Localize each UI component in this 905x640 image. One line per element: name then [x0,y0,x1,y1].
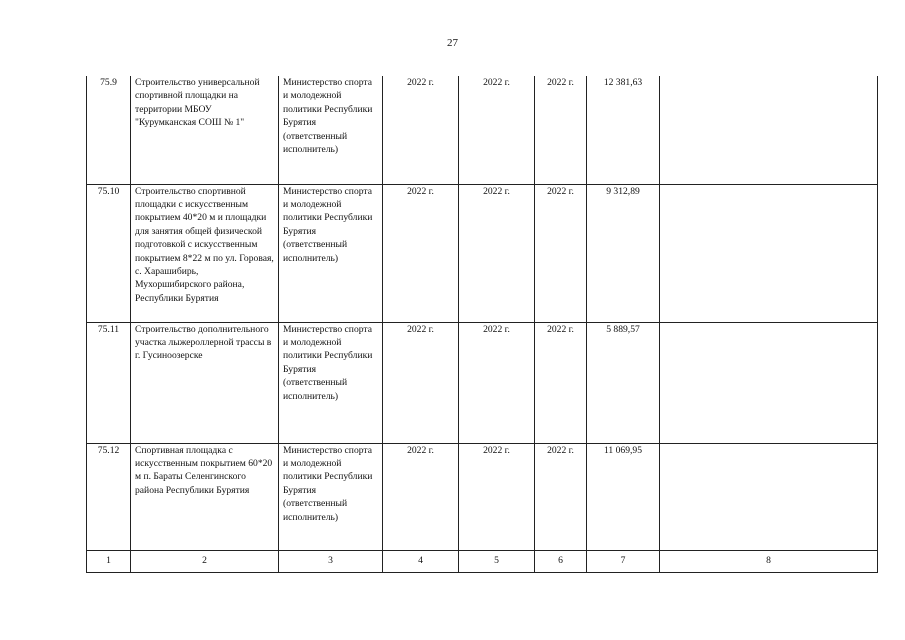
row-year: 2022 г. [535,184,587,322]
row-note [660,76,878,184]
row-year: 2022 г. [535,443,587,550]
row-note [660,184,878,322]
row-number: 75.11 [87,322,131,443]
column-number-3: 3 [279,550,383,572]
row-sum: 5 889,57 [587,322,660,443]
column-number-2: 2 [131,550,279,572]
column-number-4: 4 [383,550,459,572]
row-end: 2022 г. [459,443,535,550]
row-name: Строительство универсальной спортивной площадки на территории МБОУ "Курумканская СОШ № 1" [131,76,279,184]
row-executor: Министерство спорта и молодежной политики Республики Бурятия (ответственный исполнитель) [279,76,383,184]
row-start: 2022 г. [383,443,459,550]
table-row [87,443,878,550]
page-number: 27 [447,37,458,49]
row-end: 2022 г. [459,184,535,322]
column-number-6: 6 [535,550,587,572]
row-sum: 9 312,89 [587,184,660,322]
column-number-row [87,550,878,572]
row-year: 2022 г. [535,322,587,443]
row-start: 2022 г. [383,76,459,184]
row-end: 2022 г. [459,76,535,184]
row-note [660,322,878,443]
row-name: Спортивная площадка с искусственным покрытием 60*20 м п. Бараты Селенгинского района Республики Бурятия [131,443,279,550]
row-sum: 11 069,95 [587,443,660,550]
table-row [87,184,878,322]
row-name: Строительство дополнительного участка лыжероллерной трассы в г. Гусиноозерске [131,322,279,443]
table-row [87,322,878,443]
row-start: 2022 г. [383,322,459,443]
column-number-8: 8 [660,550,878,572]
row-note [660,443,878,550]
row-year: 2022 г. [535,76,587,184]
column-number-1: 1 [87,550,131,572]
row-end: 2022 г. [459,322,535,443]
row-sum: 12 381,63 [587,76,660,184]
row-number: 75.10 [87,184,131,322]
row-start: 2022 г. [383,184,459,322]
column-number-5: 5 [459,550,535,572]
row-number: 75.9 [87,76,131,184]
plan-table [86,76,878,573]
row-executor: Министерство спорта и молодежной политики Республики Бурятия (ответственный исполнитель) [279,322,383,443]
column-number-7: 7 [587,550,660,572]
row-name: Строительство спортивной площадки с искусственным покрытием 40*20 м и площадки для занятия общей физической подготовкой с искусственным покрытием 8*22 м по ул. Горовая, с. Харашибирь, Мухоршибирского района, Республики Бурятия [131,184,279,322]
row-executor: Министерство спорта и молодежной политики Республики Бурятия (ответственный исполнитель) [279,184,383,322]
table-row [87,76,878,184]
row-executor: Министерство спорта и молодежной политики Республики Бурятия (ответственный исполнитель) [279,443,383,550]
row-number: 75.12 [87,443,131,550]
